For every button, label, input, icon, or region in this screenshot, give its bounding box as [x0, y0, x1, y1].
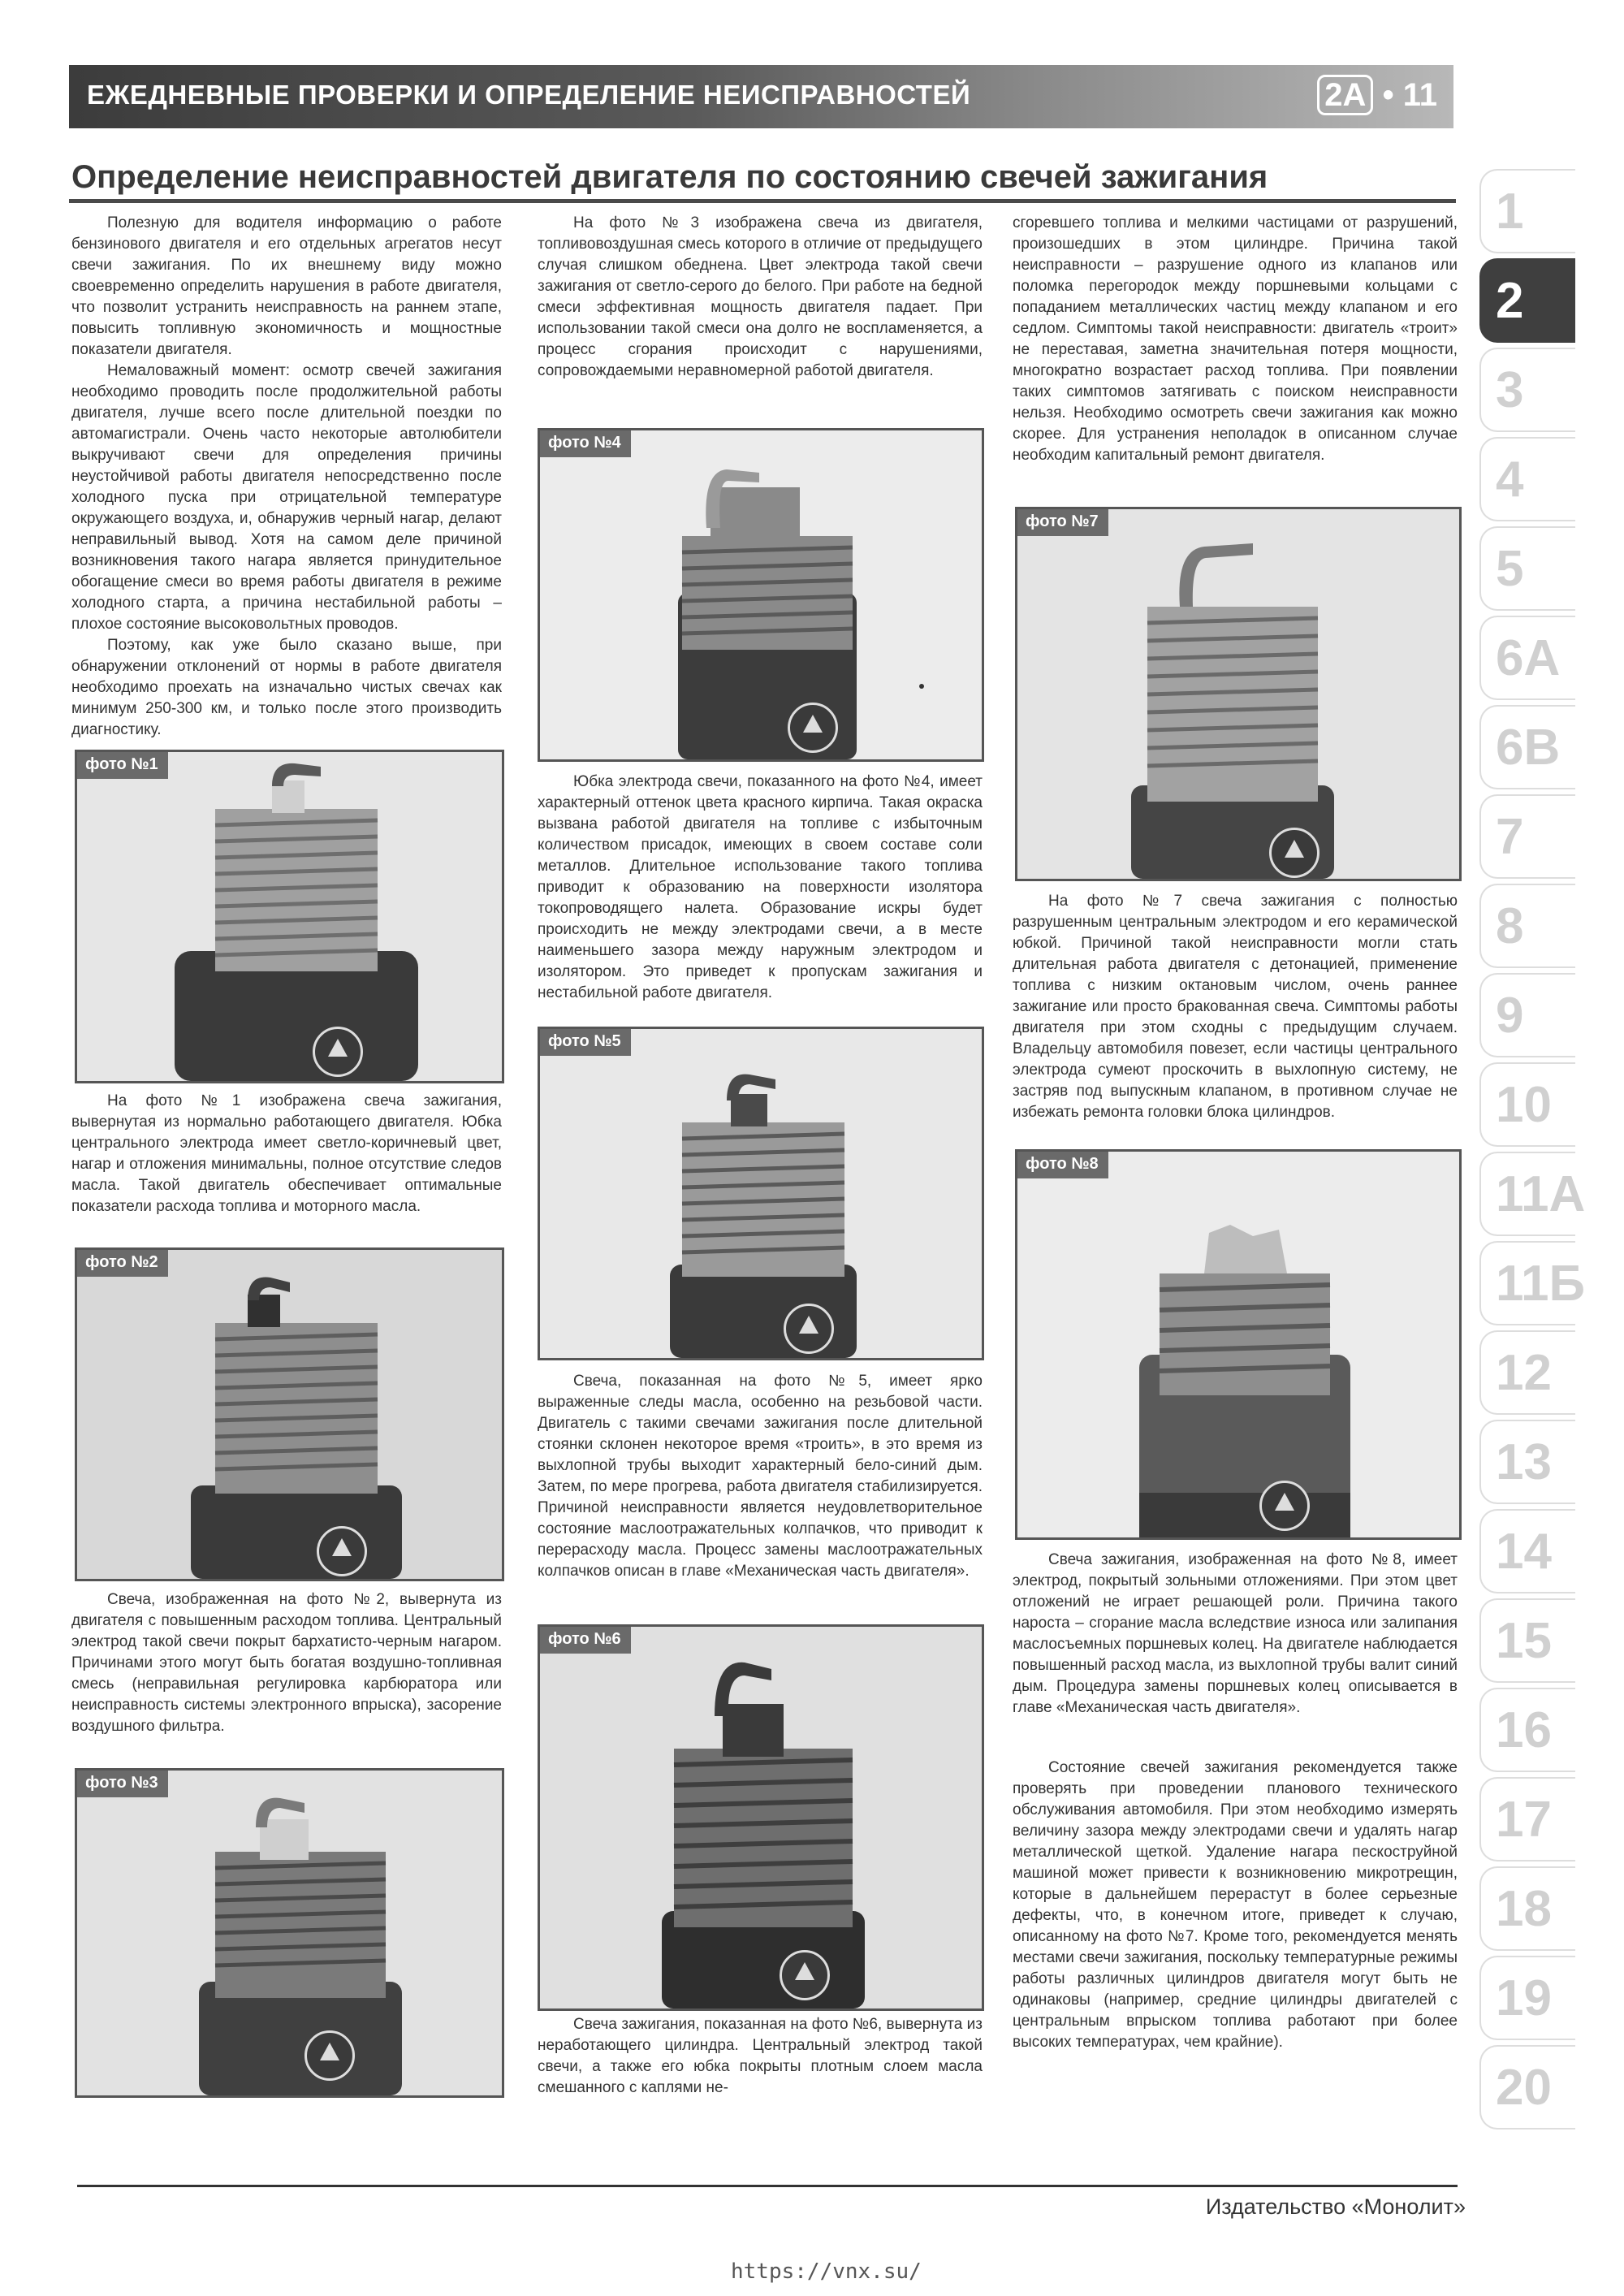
chapter-tab-8[interactable]: 8 — [1479, 884, 1575, 968]
chapter-tab-20[interactable]: 20 — [1479, 2045, 1575, 2130]
chapter-tab-3[interactable]: 3 — [1479, 348, 1575, 432]
spark-plug-image — [77, 1250, 502, 1579]
column-1 — [71, 213, 502, 741]
chapter-tab-16[interactable]: 16 — [1479, 1688, 1575, 1772]
spark-plug-image — [540, 1029, 982, 1358]
chapter-tab-7[interactable]: 7 — [1479, 794, 1575, 879]
photo-4-label: фото №4 — [540, 430, 631, 457]
publisher-logo-icon — [780, 1950, 830, 2000]
photo-4 — [538, 428, 984, 762]
chapter-tab-6b[interactable]: 6В — [1479, 705, 1575, 789]
publisher-logo-icon — [1259, 1481, 1310, 1531]
spark-plug-image — [540, 430, 982, 759]
photo-1 — [75, 750, 504, 1083]
publisher-logo-icon — [1269, 828, 1320, 878]
source-url: https://vnx.su/ — [731, 2259, 922, 2284]
chapter-tab-14[interactable]: 14 — [1479, 1509, 1575, 1593]
photo-4-caption: Юбка электрода свечи, показанного на фото №4, имеет характерный оттенок цвета красного кирпича. Такая окраска вызвана работой двигателя на топливе с избыточным количеством присадок, имеющих в своем составе соли металлов. Длительное использование такого топлива приводит к образованию на поверхности изолятора токопроводящего налета. Образование искры будет происходить не между электродами свечи, а в месте наименьшего зазора между наружным электродом и изолятором. Это приведет к пропускам зажигания и нестабильной работе двигателя. — [538, 773, 983, 1001]
chapter-tab-4[interactable]: 4 — [1479, 437, 1575, 521]
page-number: 11 — [1402, 77, 1437, 113]
chapter-tab-10[interactable]: 10 — [1479, 1062, 1575, 1147]
chapter-tab-5[interactable]: 5 — [1479, 526, 1575, 611]
title-divider — [69, 199, 1456, 203]
separator-dot: • — [1382, 77, 1394, 113]
photo-2-caption: Свеча, изображенная на фото №2, вывернута из двигателя с повышенным расходом топлива. Центральный электрод такой свечи покрыт бархатисто-черным нагаром. Причинами этого могут быть богатая воздушно-топливная смесь (неправильная регулировка карбюратора или неисправность системы электронного впрыска), засорение воздушного фильтра. — [71, 1591, 502, 1735]
photo-8-caption: Свеча зажигания, изображенная на фото №8, имеет электрод, покрытый зольными отложениями. При этом цвет отложений не играет решающей роли. Причина такого нароста – сгорание масла вследствие износа или залипания маслосъемных поршневых колец. На двигателе наблюдается повышенный расход масла, из выхлопной трубы валит синий дым. Процедура замены поршневых колец описывается в главе «Механическая часть двигателя». — [1013, 1551, 1458, 1716]
photo-5-label: фото №5 — [540, 1029, 631, 1056]
publisher-logo-icon — [304, 2030, 355, 2081]
spark-plug-image — [1017, 1152, 1459, 1537]
article-title: Определение неисправностей двигателя по состоянию свечей зажигания — [71, 159, 1268, 195]
section-header-bar — [69, 65, 1453, 128]
photo-6 — [538, 1624, 984, 2011]
closing-paragraph: Состояние свечей зажигания рекомендуется также проверять при проведении планового технического обслуживания автомобиля. При этом необходимо измерять величину зазора между электродами свечи и удалять нагар металлической щеткой. Удаление нагара пескоструйной машиной может привести к возникновению микротрещин, которые в дальнейшем перерастут в более серьезные дефекты, что, в конечном итоге, приведет к случаю, описанному на фото №7. Кроме того, рекомендуется менять местами свечи зажигания, поскольку температурные режимы работы различных цилиндров двигателя могут быть не одинаковы (например, средние цилиндры двигателей с центральным впрыском топлива работают при более высоких температурах, чем крайние). — [1013, 1759, 1458, 2051]
photo-6-label: фото №6 — [540, 1627, 631, 1654]
chapter-tab-19[interactable]: 19 — [1479, 1956, 1575, 2040]
chapter-tab-11a[interactable]: 11А — [1479, 1152, 1575, 1236]
spark-plug-image — [1017, 509, 1459, 879]
photo-8-label: фото №8 — [1017, 1152, 1108, 1178]
spark-plug-image — [540, 1627, 982, 2008]
photo-3-label: фото №3 — [77, 1771, 168, 1797]
photo-2-label: фото №2 — [77, 1250, 168, 1277]
chapter-tab-13[interactable]: 13 — [1479, 1420, 1575, 1504]
photo-3-caption: На фото №3 изображена свеча из двигателя, топливовоздушная смесь которого в отличие от предыдущего случая слишком обеднена. Цвет электрода такой свечи зажигания от светло-серого до белого. При работе на бедной смеси эффективная мощность двигателя падает. При использовании такой смеси она долго не воспламеняется, а процесс сгорания происходит с нарушениями, сопровождаемыми неравномерной работой двигателя. — [538, 214, 983, 379]
intro-paragraph-2: Немаловажный момент: осмотр свечей зажигания необходимо проводить после продолжительной работы двигателя, лучше всего после длительной поездки по автомагистрали. Очень часто некоторые автолюбители выкручивают свечи для определения причины неустойчивой работы двигателя непосредственно после холодного пуска при отрицательной температуре окружающего воздуха, и, обнаружив черный нагар, делают неправильный вывод. Хотя на самом деле причиной возникновения такого нагара является принудительное обогащение смеси во время работы двигателя в режиме холодного старта, а причина нестабильной работы – плохое состояние высоковольтных проводов. — [71, 362, 502, 633]
chapter-tab-6a[interactable]: 6А — [1479, 616, 1575, 700]
photo-8 — [1015, 1149, 1462, 1540]
photo-2 — [75, 1247, 504, 1581]
chapter-tab-15[interactable]: 15 — [1479, 1598, 1575, 1683]
publisher-logo-icon — [784, 1304, 834, 1354]
chapter-tab-12[interactable]: 12 — [1479, 1330, 1575, 1415]
photo-6-caption-part1: Свеча зажигания, показанная на фото №6, вывернута из неработающего цилиндра. Центральный электрод такой свечи, а также его юбка покрыты плотным слоем масла смешанного с каплями не- — [538, 2016, 983, 2096]
chapter-badge: 2А — [1317, 75, 1373, 115]
photo-1-caption: На фото №1 изображена свеча зажигания, вывернутая из нормально работающего двигателя. Юбка центрального электрода имеет светло-коричневый цвет, нагар и отложения минимальны, полное отсутствие следов масла. Такой двигатель обеспечивает оптимальные показатели расхода топлива и моторного масла. — [71, 1092, 502, 1215]
spark-plug-image — [77, 752, 502, 1081]
photo-5 — [538, 1027, 984, 1360]
publisher-logo-icon — [313, 1027, 363, 1077]
photo-7 — [1015, 507, 1462, 881]
spark-plug-image — [77, 1771, 502, 2095]
publisher-logo-icon — [788, 703, 838, 753]
photo-5-caption: Свеча, показанная на фото №5, имеет ярко выраженные следы масла, особенно на резьбовой части. Двигатель с такими свечами зажигания после длительной стоянки склонен некоторое время «троить», в это время из выхлопной трубы выходит характерный бело-синий дым. Затем, по мере прогрева, работа двигателя стабилизируется. Причиной неисправности является неудовлетворительное состояние маслоотражательных колпачков, что приводит к перерасходу масла. Процесс замены маслоотражательных колпачков описан в главе «Механическая часть двигателя». — [538, 1373, 983, 1580]
photo-3 — [75, 1768, 504, 2098]
photo-7-label: фото №7 — [1017, 509, 1108, 536]
publisher-name: Издательство «Монолит» — [1205, 2194, 1466, 2219]
footer-divider — [77, 2185, 1458, 2187]
chapter-tab-9[interactable]: 9 — [1479, 973, 1575, 1057]
chapter-tab-17[interactable]: 17 — [1479, 1777, 1575, 1861]
photo-6-caption-part2: сгоревшего топлива и мелкими частицами от разрушений, произошедших в этом цилиндре. Причина такой неисправности – разрушение одного из клапанов или поломка перегородок между поршневыми кольцами с попаданием металлических частиц между клапаном и его седлом. Симптомы такой неисправности: двигатель «троит» не переставая, заметна значительная потеря мощности, многократно возрастает расход топлива. При появлении таких симптомов затягивать с поиском неисправности нельзя. Необходимо осмотреть свечи зажигания как можно скорее. Для устранения неполадок в описанном случае необходим капитальный ремонт двигателя. — [1013, 214, 1458, 464]
chapter-tab-1[interactable]: 1 — [1479, 169, 1575, 253]
page-indicator — [1317, 75, 1437, 115]
photo-7-caption: На фото №7 свеча зажигания с полностью разрушенным центральным электродом и его керамической юбкой. Причиной такой неисправности могли стать длительная работа двигателя с детонацией, применение топлива с низким октановым числом, очень раннее зажигание или просто бракованная свеча. Симптомы работы двигателя при этом сходны с предыдущим случаем. Владельцу автомобиля повезет, если частицы центрального электрода сумеют проскочить в выхлопную систему, не застряв под выпускным клапаном, в противном случае не избежать ремонта головки блока цилиндров. — [1013, 893, 1458, 1121]
chapter-tab-2[interactable]: 2 — [1479, 258, 1575, 343]
publisher-logo-icon — [317, 1526, 367, 1576]
intro-paragraph-1: Полезную для водителя информацию о работе бензинового двигателя и его отдельных агрегатов несут свечи зажигания. По их внешнему виду можно своевременно определить нарушения в работе двигателя, что позволит устранить неисправность на раннем этапе, повысить топливную экономичность и мощностные показатели двигателя. — [71, 214, 502, 358]
chapter-tab-18[interactable]: 18 — [1479, 1866, 1575, 1951]
photo-1-label: фото №1 — [77, 752, 168, 779]
section-title: ЕЖЕДНЕВНЫЕ ПРОВЕРКИ И ОПРЕДЕЛЕНИЕ НЕИСПРАВНОСТЕЙ — [87, 80, 971, 110]
chapter-tab-11b[interactable]: 11Б — [1479, 1241, 1575, 1325]
intro-paragraph-3: Поэтому, как уже было сказано выше, при обнаружении отклонений от нормы в работе двигателя необходимо проехать на изначально чистых свечах как минимум 250-300 км, и только после этого производить диагностику. — [71, 637, 502, 738]
